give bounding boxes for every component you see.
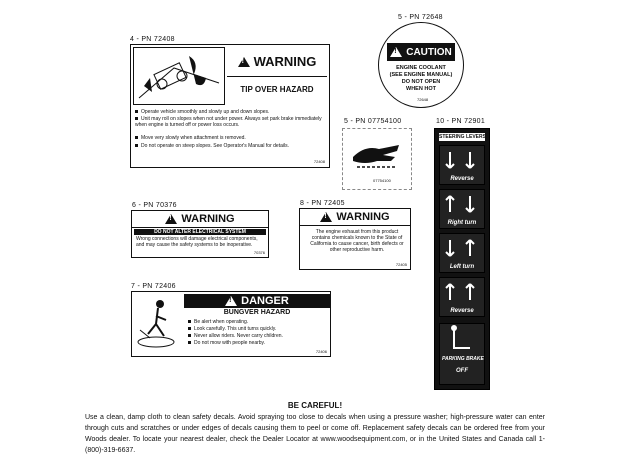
label6-subtitle: DO NOT ALTER ELECTRICAL SYSTEM — [134, 229, 266, 235]
label10-top: STEERING LEVERS — [439, 134, 486, 140]
label7-bullet: Look carefully. This unit turns quickly. — [188, 326, 276, 332]
footer-text: Use a clean, damp cloth to clean safety decals. Avoid spraying too close to decals when using a pressure washer; high-pressure water can enter through cuts and scratches or under edges of decals causing them to peel or come off. Replacement safety decals can be ordered free from your Woods dealer. To locate your nearest dealer, check the Dealer Locator at www.woodsequipment.com, or in the United States and Canada call 1-(800)-319-6637. — [85, 414, 545, 454]
steering-panel — [439, 277, 485, 317]
label5a-code: 72648 — [417, 97, 429, 102]
caution-icon — [390, 47, 402, 57]
label6-code: 70376 — [253, 250, 265, 255]
label7-bullet: Do not mow with people nearby. — [188, 340, 265, 346]
label5a-line: (SEE ENGINE MANUAL) — [389, 72, 453, 78]
label7-subtitle: BUNGVER HAZARD — [223, 309, 291, 316]
label6-pn: 6 - PN 70376 — [132, 202, 177, 209]
steering-panel-label: Reverse — [450, 308, 474, 314]
steering-panel — [439, 189, 485, 229]
label7-bullet: Be alert when operating. — [188, 319, 248, 325]
label6-body: Wrong connections will damage electrical components, and may cause the safety systems to be inoperative. — [136, 236, 258, 248]
label8-pn: 8 - PN 72405 — [300, 200, 345, 207]
label4-signal: WARNING — [253, 54, 317, 69]
label4-code: 72408 — [313, 159, 325, 164]
tip-over-illustration — [133, 47, 225, 105]
label8-decal — [299, 208, 411, 270]
label7-code: 72406 — [315, 349, 327, 354]
warning-icon — [165, 214, 177, 224]
warning-icon — [238, 57, 250, 67]
label7-bullet: Never allow riders. Never carry children. — [188, 333, 283, 339]
steering-panel — [439, 233, 485, 273]
label4-signal-header — [227, 47, 327, 77]
label6-signal: WARNING — [181, 213, 235, 225]
parking-brake-label: PARKING BRAKE — [442, 356, 484, 362]
label5b-decal — [342, 128, 412, 190]
label7-signal: DANGER — [241, 295, 289, 307]
label7-signal-header — [184, 294, 330, 308]
label4-bullet: Unit may roll on slopes when not under power. Always set park brake immediately when engine is turned off or power loss occurs. — [135, 116, 322, 128]
rider-hazard-illustration — [134, 294, 180, 354]
parking-brake-sub: OFF — [456, 368, 468, 374]
label10-decal — [434, 128, 490, 390]
parking-brake-panel — [439, 323, 485, 385]
label4-subtitle: TIP OVER HAZARD — [240, 85, 314, 94]
label5a-pn: 5 - PN 72648 — [398, 14, 443, 21]
danger-icon — [225, 296, 237, 306]
steering-panel-label: Left turn — [449, 264, 475, 270]
label8-body: The engine exhaust from this product contains chemicals known to the State of California to cause cancer, birth defects or other reproductive harm. — [310, 229, 404, 253]
label8-signal-header — [300, 209, 410, 226]
footer-title: BE CAREFUL! — [287, 401, 343, 410]
label5b-pn: 5 - PN 07754100 — [344, 118, 402, 125]
label5b-code: 07754100 — [373, 178, 391, 183]
steering-panel-label: Reverse — [450, 176, 474, 182]
label4-pn: 4 - PN 72408 — [130, 36, 175, 43]
label7-pn: 7 - PN 72406 — [131, 283, 176, 290]
label5a-line: ENGINE COOLANT — [396, 65, 446, 71]
steering-panel-label: Right turn — [447, 220, 477, 226]
label4-bullet: Operate vehicle smoothly and slowly up and down slopes. — [135, 109, 323, 115]
label6-decal — [131, 210, 269, 258]
label8-signal: WARNING — [336, 211, 390, 223]
warning-icon — [320, 212, 332, 222]
label4-decal — [130, 44, 330, 168]
label5a-signal: CAUTION — [406, 46, 452, 58]
label4-bullet: Do not operate on steep slopes. See Operator's Manual for details. — [135, 143, 323, 149]
label4-bullet: Move very slowly when attachment is removed. — [135, 135, 323, 141]
label5a-signal-header — [387, 43, 455, 61]
label6-signal-header — [132, 211, 268, 228]
hand-hazard-icon — [351, 139, 403, 171]
label8-code: 72405 — [395, 262, 407, 267]
label10-pn: 10 - PN 72901 — [436, 118, 486, 125]
label5a-line: DO NOT OPEN — [401, 79, 441, 85]
label5a-line: WHEN HOT — [406, 86, 436, 92]
steering-panel — [439, 145, 485, 185]
label7-decal — [131, 291, 331, 357]
label5a-decal — [378, 22, 464, 108]
